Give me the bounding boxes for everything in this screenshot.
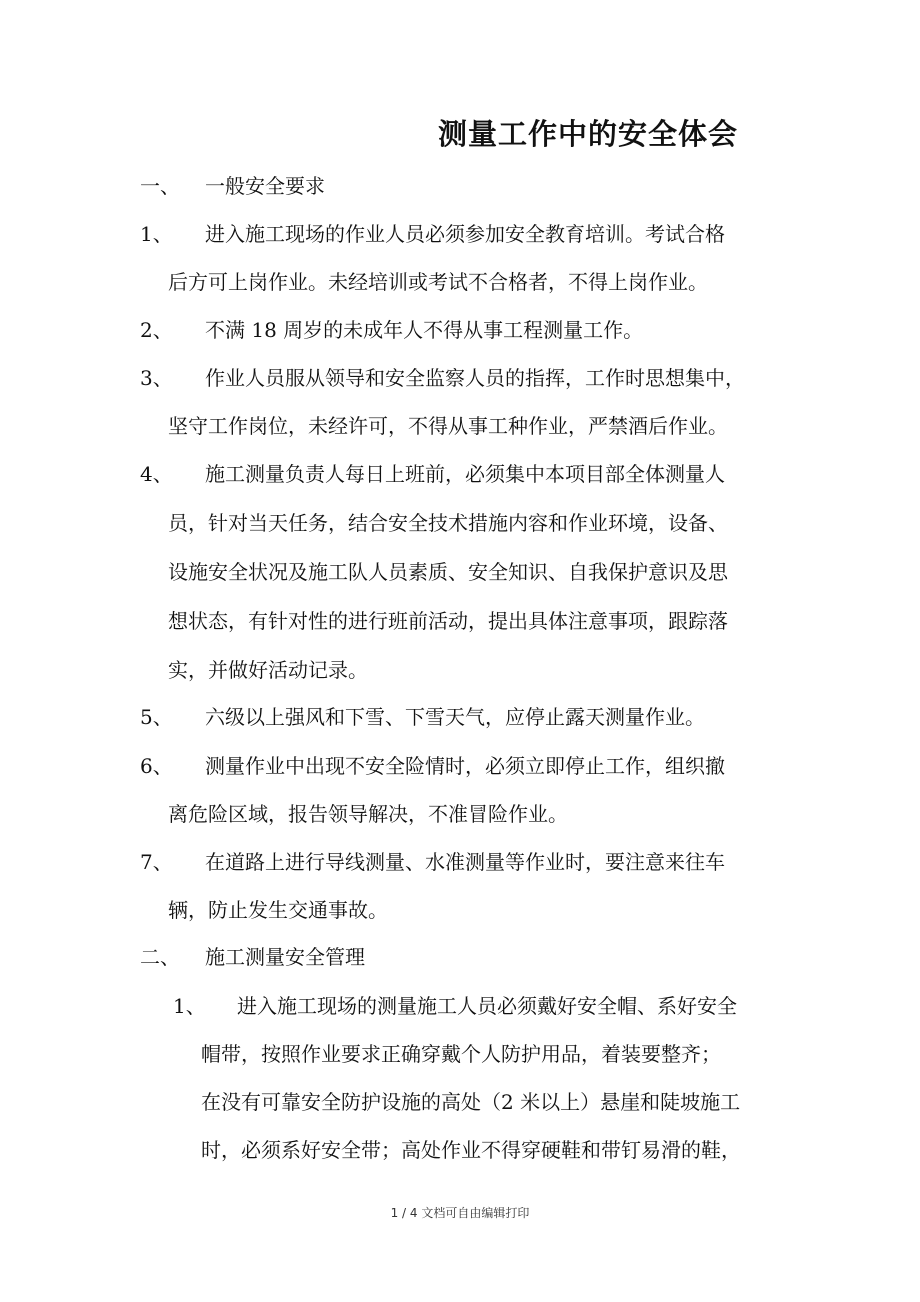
list-item-line: 设施安全状况及施工队人员素质、安全知识、自我保护意识及思 [168, 560, 728, 584]
list-item-line: 想状态，有针对性的进行班前活动，提出具体注意事项，跟踪落 [168, 609, 728, 633]
section-title: 施工测量安全管理 [205, 945, 365, 969]
list-item-line: 离危险区域，报告领导解决，不准冒险作业。 [168, 802, 568, 826]
list-item-number: 5、 [140, 705, 173, 729]
list-item-number: 1、 [140, 222, 173, 246]
list-item-line: 实，并做好活动记录。 [168, 658, 368, 682]
list-item-number: 3、 [140, 366, 173, 390]
page-footer: 1 / 4 文档可自由编辑打印 [390, 1206, 530, 1220]
section-number: 二、 [140, 945, 180, 969]
list-item-line: 在没有可靠安全防护设施的高处（2 米以上）悬崖和陡坡施工 [201, 1090, 741, 1114]
list-item-line: 六级以上强风和下雪、下雪天气，应停止露天测量作业。 [205, 705, 705, 729]
list-item-number: 4、 [140, 462, 173, 486]
list-item-number: 2、 [140, 318, 173, 342]
list-item-line: 进入施工现场的作业人员必须参加安全教育培训。考试合格 [205, 222, 725, 246]
list-item-line: 在道路上进行导线测量、水准测量等作业时，要注意来往车 [205, 850, 725, 874]
list-item-line: 不满 18 周岁的未成年人不得从事工程测量工作。 [205, 318, 644, 342]
list-item-line: 后方可上岗作业。未经培训或考试不合格者，不得上岗作业。 [168, 270, 708, 294]
list-item-number: 7、 [140, 850, 173, 874]
list-item-line: 员，针对当天任务，结合安全技术措施内容和作业环境，设备、 [168, 511, 728, 535]
list-item-line: 作业人员服从领导和安全监察人员的指挥，工作时思想集中， [205, 366, 745, 390]
list-item-line: 施工测量负责人每日上班前，必须集中本项目部全体测量人 [205, 462, 725, 486]
list-item-line: 辆，防止发生交通事故。 [168, 898, 388, 922]
list-item-line: 进入施工现场的测量施工人员必须戴好安全帽、系好安全 [237, 994, 737, 1018]
list-item-number: 6、 [140, 754, 173, 778]
document-title: 测量工作中的安全体会 [438, 117, 739, 151]
list-item-number: 1、 [173, 994, 206, 1018]
section-title: 一般安全要求 [205, 174, 325, 198]
list-item-line: 坚守工作岗位，未经许可，不得从事工种作业，严禁酒后作业。 [168, 414, 728, 438]
list-item-line: 帽带，按照作业要求正确穿戴个人防护用品，着装要整齐； [201, 1042, 721, 1066]
list-item-line: 测量作业中出现不安全险情时，必须立即停止工作，组织撤 [205, 754, 725, 778]
list-item-line: 时，必须系好安全带；高处作业不得穿硬鞋和带钉易滑的鞋， [201, 1138, 741, 1162]
section-number: 一、 [140, 174, 180, 198]
